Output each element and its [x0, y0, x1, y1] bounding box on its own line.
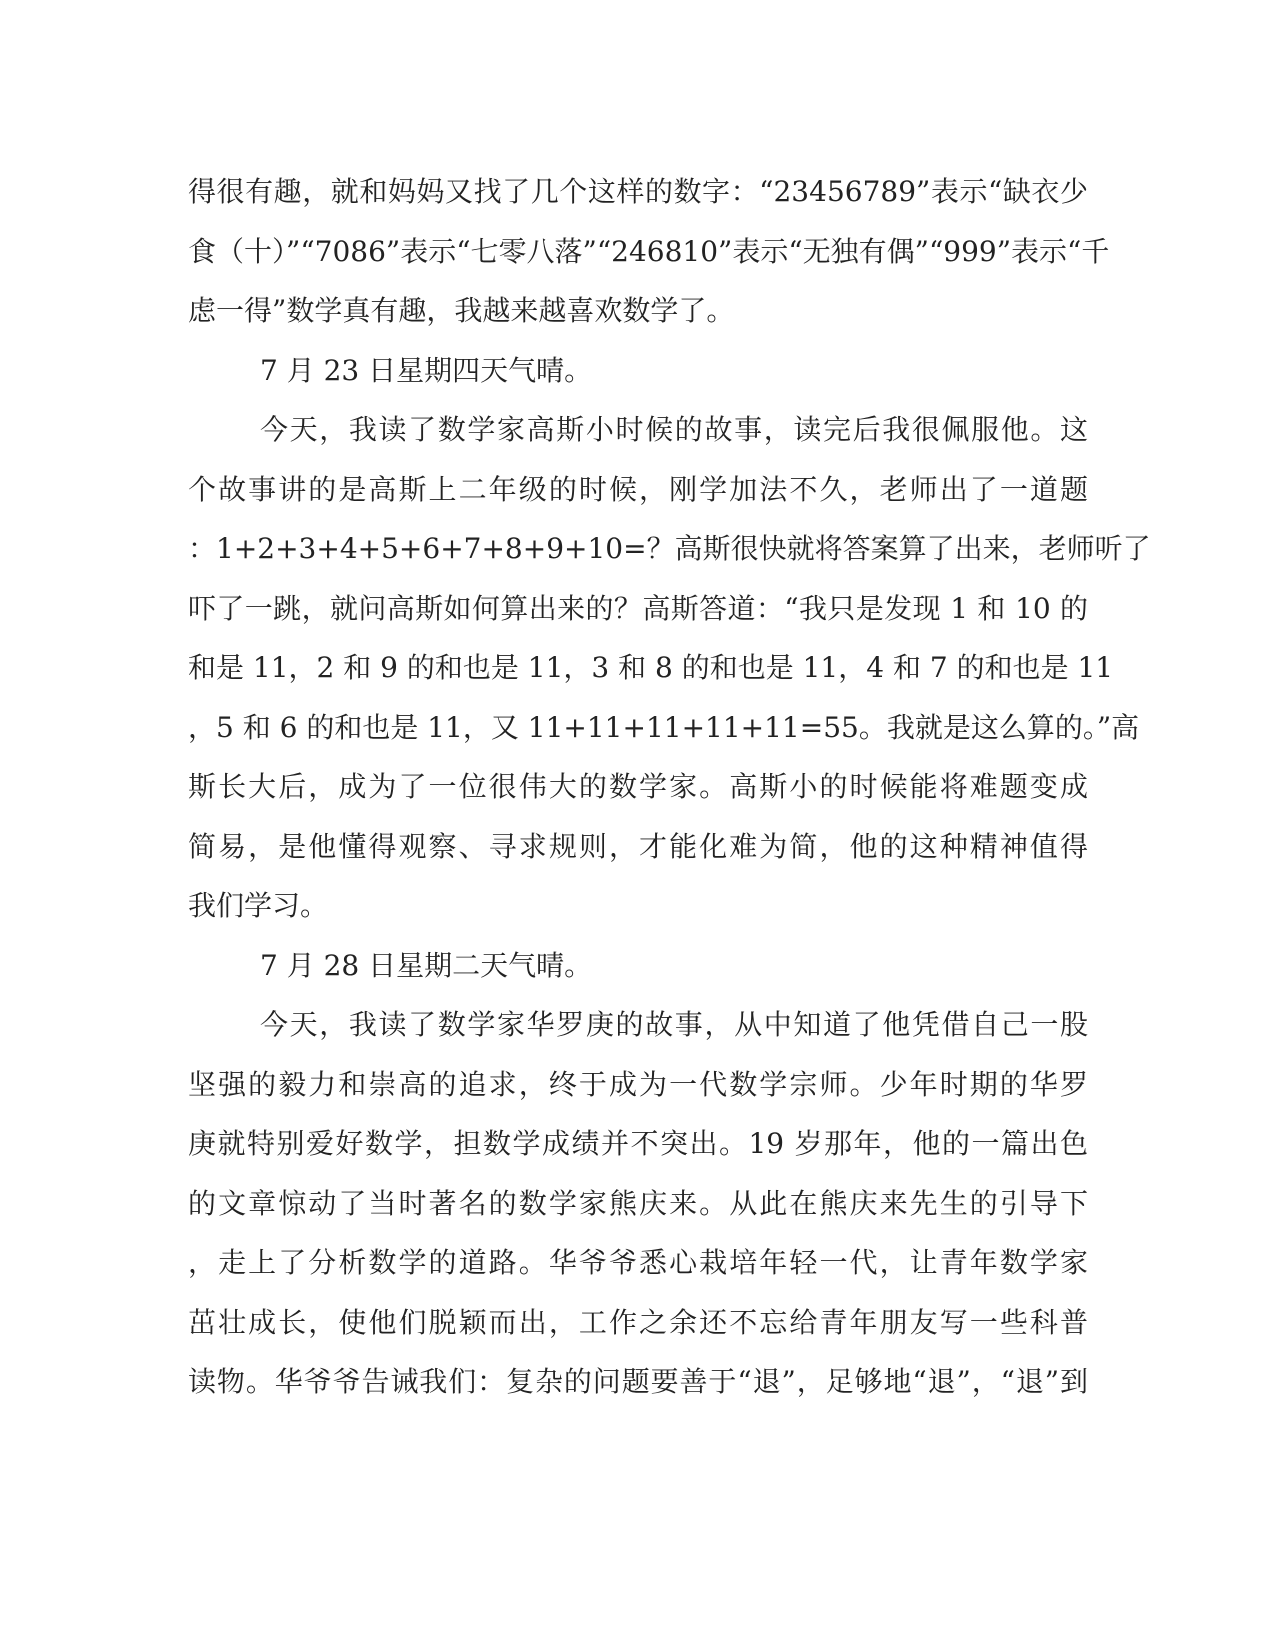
text-line: 7 月 28 日星期二天气晴。 [260, 948, 593, 982]
text-line: ，5 和 6 的和也是 11，又 11+11+11+11+11=55。我就是这么算的。”高 [188, 710, 1140, 744]
text-line: 坚强的毅力和崇高的追求，终于成为一代数学宗师。少年时期的华罗 [188, 1067, 1088, 1101]
paragraph-gauss-story [188, 400, 1151, 936]
text-line: 7 月 23 日星期四天气晴。 [260, 353, 593, 387]
text-line: 得很有趣，就和妈妈又找了几个这样的数字：“23456789”表示“缺衣少 [188, 175, 1088, 208]
text-line: 吓了一跳，就问高斯如何算出来的？高斯答道：“我只是发现 1 和 10 的 [188, 591, 1088, 625]
paragraph-continuation [188, 162, 1110, 341]
text-line: 食（十）”“7086”表示“七零八落”“246810”表示“无独有偶”“999”表示“千 [188, 234, 1110, 268]
paragraph-hua-story [188, 995, 1088, 1412]
text-line: 个故事讲的是高斯上二年级的时候，刚学加法不久，老师出了一道题 [188, 472, 1088, 506]
text-line: 茁壮成长，使他们脱颖而出，工作之余还不忘给青年朋友写一些科普 [188, 1305, 1088, 1339]
text-line: 我们学习。 [188, 889, 329, 922]
text-line: ：1+2+3+4+5+6+7+8+9+10=？高斯很快就将答案算了出来，老师听了 [188, 532, 1151, 565]
text-line: 读物。华爷爷告诫我们：复杂的问题要善于“退”，足够地“退”，“退”到 [188, 1365, 1088, 1398]
text-line: ，走上了分析数学的道路。华爷爷悉心栽培年轻一代，让青年数学家 [188, 1246, 1088, 1279]
text-line: 和是 11，2 和 9 的和也是 11，3 和 8 的和也是 11，4 和 7 的和也是 11 [188, 651, 1114, 684]
text-line: 简易，是他懂得观察、寻求规则，才能化难为简，他的这种精神值得 [188, 829, 1088, 863]
text-line: 斯长大后，成为了一位很伟大的数学家。高斯小的时候能将难题变成 [188, 770, 1088, 803]
text-line: 今天，我读了数学家高斯小时候的故事，读完后我很佩服他。这 [260, 413, 1088, 446]
text-line: 的文章惊动了当时著名的数学家熊庆来。从此在熊庆来先生的引导下 [188, 1186, 1088, 1220]
document-body [188, 162, 1151, 1412]
text-line: 虑一得”数学真有趣，我越来越喜欢数学了。 [188, 294, 735, 327]
diary-date-heading [188, 341, 1088, 401]
text-line: 庚就特别爱好数学，担数学成绩并不突出。19 岁那年，他的一篇出色 [188, 1127, 1088, 1160]
text-line: 今天，我读了数学家华罗庚的故事，从中知道了他凭借自己一股 [260, 1008, 1088, 1041]
diary-date-heading [188, 936, 1088, 996]
